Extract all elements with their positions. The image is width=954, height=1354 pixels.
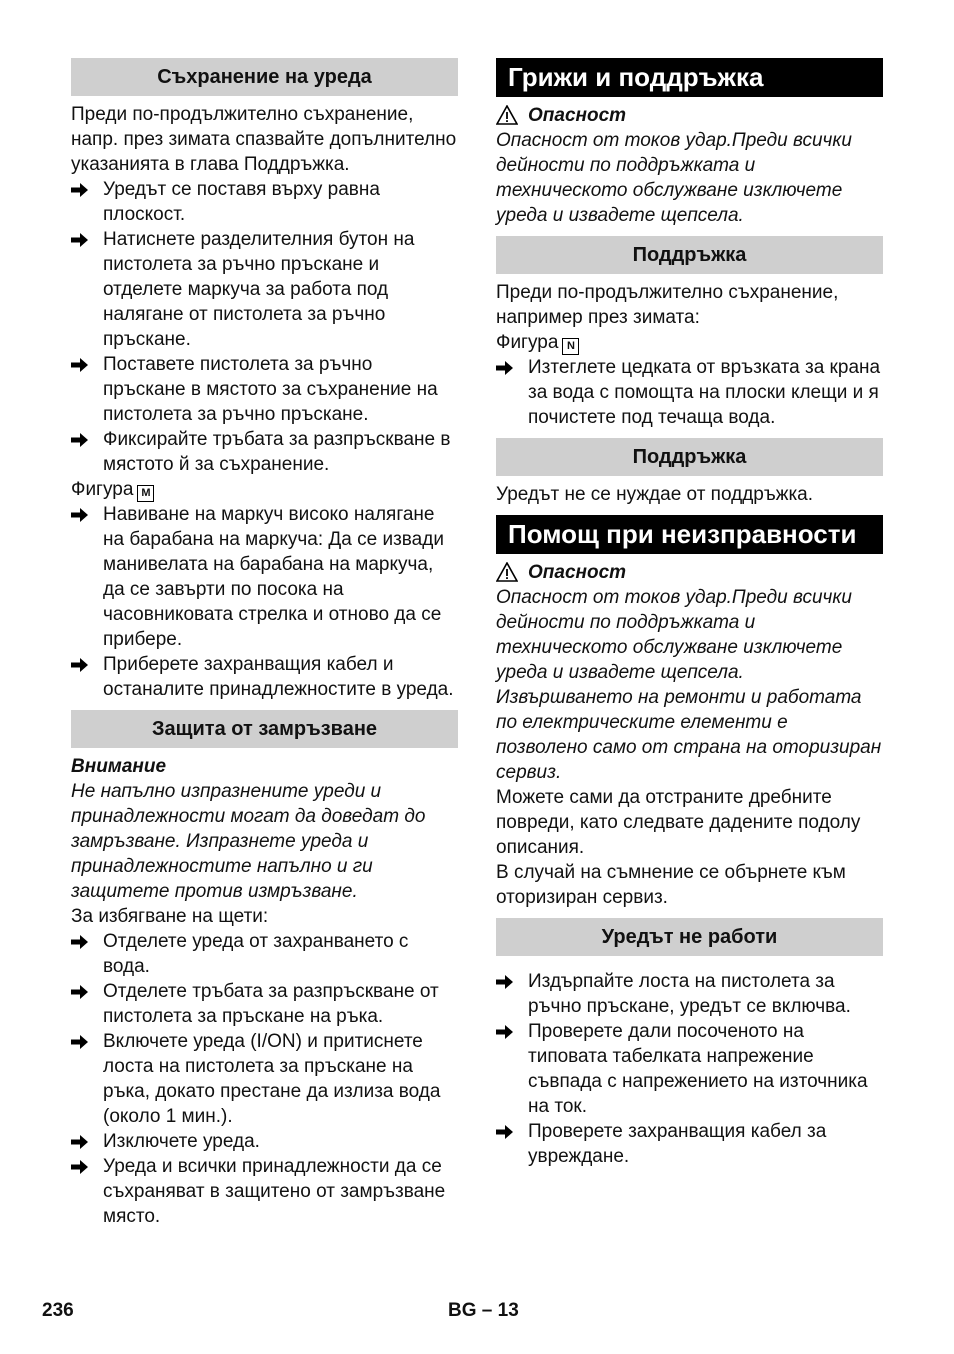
bullet-text: Проверете захранващия кабел за увреждане. bbox=[528, 1121, 827, 1167]
frost-intro: За избягване на щети: bbox=[71, 906, 269, 927]
bullet-text: Уреда и всички принадлежности да се съхраняват в защитено от замръзване място. bbox=[103, 1156, 446, 1227]
section-code: BG – 13 bbox=[448, 1300, 519, 1321]
figure-label: Фигура bbox=[71, 479, 134, 500]
maintenance-figure-ref bbox=[496, 330, 883, 355]
maintenance-intro: Преди по-продължително съхранение, например през зимата: bbox=[496, 282, 839, 328]
troubleshooting-para-1: Можете сами да отстраните дребните повреди, като следвате дадените подолу описания. bbox=[496, 787, 861, 858]
bullet-item bbox=[496, 1019, 883, 1119]
arrow-right-icon bbox=[496, 355, 516, 380]
bullet-item bbox=[496, 1119, 883, 1169]
bullet-text: Приберете захранващия кабел и останалите принадлежностите в уреда. bbox=[103, 654, 454, 700]
storage-steps-2 bbox=[71, 502, 458, 702]
repair-text: Извършването на ремонти и работата по електрическите елементи е позволено само от страна на оторизиран сервиз. bbox=[496, 687, 882, 783]
bullet-text: Включете уреда (I/ON) и притиснете лоста на пистолета за пръскане на ръка, докато престане да излиза вода (около 1 мин.). bbox=[103, 1031, 441, 1127]
arrow-right-icon bbox=[496, 1019, 516, 1044]
bullet-item bbox=[71, 1129, 458, 1154]
danger-header bbox=[496, 560, 883, 585]
left-column bbox=[71, 58, 458, 1229]
arrow-right-icon bbox=[71, 1129, 91, 1154]
arrow-right-icon bbox=[71, 227, 91, 252]
bullet-item bbox=[71, 352, 458, 427]
arrow-right-icon bbox=[71, 177, 91, 202]
not-working-heading: Уредът не работи bbox=[496, 918, 883, 956]
bullet-item bbox=[71, 929, 458, 979]
troubleshooting-para-2: В случай на съмнение се обърнете към оторизиран сервиз. bbox=[496, 862, 846, 908]
maintenance-note: Уредът не се нуждае от поддръжка. bbox=[496, 484, 814, 505]
warning-triangle-icon bbox=[496, 562, 520, 584]
storage-steps bbox=[71, 177, 458, 477]
arrow-right-icon bbox=[71, 929, 91, 954]
danger-text: Опасност от токов удар.Преди всички дейности по поддръжката и техническото обслужване изключете уреда и извадете щепсела. bbox=[496, 130, 852, 226]
bullet-item bbox=[71, 227, 458, 352]
bullet-item bbox=[71, 1154, 458, 1229]
danger-label: Опасност bbox=[528, 105, 627, 126]
troubleshooting-heading: Помощ при неизправности bbox=[496, 515, 883, 554]
bullet-item bbox=[71, 652, 458, 702]
bullet-item bbox=[71, 502, 458, 652]
danger-text: Опасност от токов удар.Преди всички дейности по поддръжката и техническото обслужване изключете уреда и извадете щепсела. bbox=[496, 587, 852, 683]
bullet-text: Отделете уреда от захранването с вода. bbox=[103, 931, 409, 977]
figure-letter-badge: M bbox=[137, 485, 154, 502]
danger-label: Опасност bbox=[528, 562, 627, 583]
bullet-item bbox=[496, 355, 883, 430]
bullet-text: Уредът се поставя върху равна плоскост. bbox=[103, 179, 380, 225]
maintenance-heading: Поддръжка bbox=[496, 236, 883, 274]
bullet-text: Навиване на маркуч високо налягане на барабана на маркуча: Да се извади манивелата на барабана на маркуча, да се завърти по посока на часовниковата стрелка и отново да се прибере. bbox=[103, 504, 444, 650]
storage-heading: Съхранение на уреда bbox=[71, 58, 458, 96]
figure-label: Фигура bbox=[496, 332, 559, 353]
arrow-right-icon bbox=[496, 969, 516, 994]
arrow-right-icon bbox=[71, 1029, 91, 1054]
page-number: 236 bbox=[42, 1300, 74, 1321]
not-working-steps bbox=[496, 969, 883, 1169]
arrow-right-icon bbox=[71, 652, 91, 677]
maintenance-steps bbox=[496, 355, 883, 430]
bullet-item bbox=[71, 427, 458, 477]
bullet-text: Отделете тръбата за разпръскване от пистолета за пръскане на ръка. bbox=[103, 981, 439, 1027]
warning-triangle-icon bbox=[496, 105, 520, 127]
bullet-text: Поставете пистолета за ръчно пръскане в мястото за съхранение на пистолета за ръчно пръскане. bbox=[103, 354, 438, 425]
arrow-right-icon bbox=[496, 1119, 516, 1144]
frost-heading: Защита от замръзване bbox=[71, 710, 458, 748]
arrow-right-icon bbox=[71, 427, 91, 452]
bullet-item bbox=[71, 177, 458, 227]
arrow-right-icon bbox=[71, 352, 91, 377]
bullet-item bbox=[71, 979, 458, 1029]
storage-intro: Преди по-продължително съхранение, напр. през зимата спазвайте допълнително указанията в глава Поддръжка. bbox=[71, 104, 457, 175]
bullet-text: Натиснете разделителния бутон на пистолета за ръчно пръскане и отделете маркуча за работа под налягане от пистолета за ръчно пръскане. bbox=[103, 229, 415, 350]
bullet-text: Издърпайте лоста на пистолета за ръчно пръскане, уредът се включва. bbox=[528, 971, 851, 1017]
care-heading: Грижи и поддръжка bbox=[496, 58, 883, 97]
bullet-text: Проверете дали посоченото на типовата табелката напрежение съвпада с напрежението на източника на ток. bbox=[528, 1021, 868, 1117]
bullet-item bbox=[496, 969, 883, 1019]
bullet-text: Изключете уреда. bbox=[103, 1131, 260, 1152]
storage-figure-ref bbox=[71, 477, 458, 502]
arrow-right-icon bbox=[71, 1154, 91, 1179]
frost-steps bbox=[71, 929, 458, 1229]
bullet-item bbox=[71, 1029, 458, 1129]
maintenance-heading-2: Поддръжка bbox=[496, 438, 883, 476]
danger-header bbox=[496, 103, 883, 128]
figure-letter-badge: N bbox=[562, 338, 579, 355]
right-column bbox=[496, 58, 883, 1169]
arrow-right-icon bbox=[71, 502, 91, 527]
attention-label: Внимание bbox=[71, 756, 167, 777]
bullet-text: Фиксирайте тръбата за разпръскване в мястото й за съхранение. bbox=[103, 429, 451, 475]
arrow-right-icon bbox=[71, 979, 91, 1004]
bullet-text: Изтеглете цедката от връзката за крана за вода с помощта на плоски клещи и я почистете под течаща вода. bbox=[528, 357, 881, 428]
attention-text: Не напълно изпразнените уреди и принадлежности могат да доведат до замръзване. Изпразнете уреда и принадлежностите напълно и ги защитете против измръзване. bbox=[71, 781, 426, 902]
